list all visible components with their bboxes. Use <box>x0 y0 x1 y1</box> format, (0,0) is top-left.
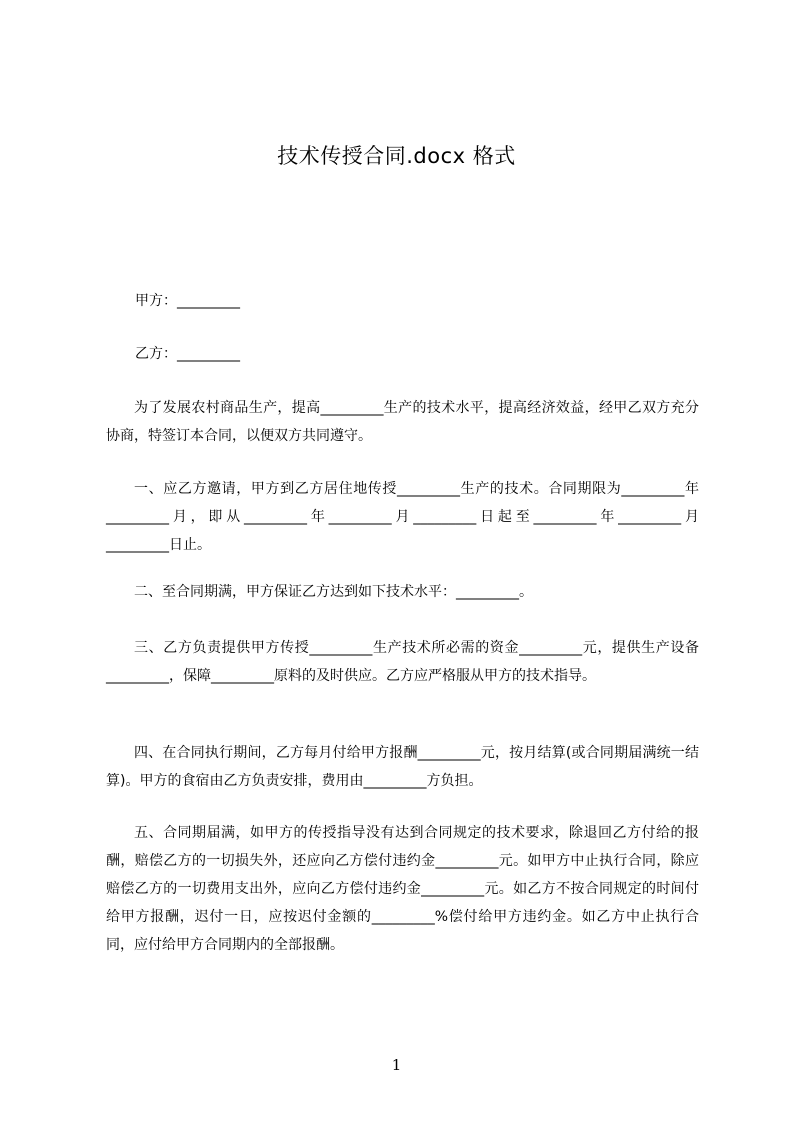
page-number: 1 <box>391 1056 402 1074</box>
clause-1: 一、应乙方邀请，甲方到乙方居住地传授_________生产的技术。合同期限为_________年_________月，即从_________年_________月_________日起至_________年_________月_________日止。 <box>106 481 699 553</box>
clause-3: 三、乙方负责提供甲方传授_________生产技术所必需的资金_________元，提供生产设备_________，保障_________原料的及时供应。乙方应严格服从甲方的技术指导。 <box>106 640 699 684</box>
party-a-line: 甲方：_________ <box>135 293 240 309</box>
clause-2: 二、至合同期满，甲方保证乙方达到如下技术水平：_________。 <box>134 584 533 600</box>
document-title: 技术传授合同.docx 格式 <box>277 144 516 168</box>
clause-5: 五、合同期届满，如甲方的传授指导没有达到合同规定的技术要求，除退回乙方付给的报酬，赔偿乙方的一切损失外，还应向乙方偿付违约金_________元。如甲方中止执行合同，除应赔偿乙方的一切费用支出外，应向乙方偿付违约金_________元。如乙方不按合同规定的时间付给甲方报酬，迟付一日，应按迟付金额的_________%偿付给甲方违约金。如乙方中止执行合同，应付给甲方合同期内的全部报酬。 <box>106 825 699 953</box>
clause-4: 四、在合同执行期间，乙方每月付给甲方报酬_________元，按月结算(或合同期届满统一结算)。甲方的食宿由乙方负责安排，费用由_________方负担。 <box>106 745 699 789</box>
intro-paragraph: 为了发展农村商品生产，提高_________生产的技术水平，提高经济效益，经甲乙双方充分协商，特签订本合同，以便双方共同遵守。 <box>106 400 699 444</box>
party-b-line: 乙方：_________ <box>135 346 240 362</box>
